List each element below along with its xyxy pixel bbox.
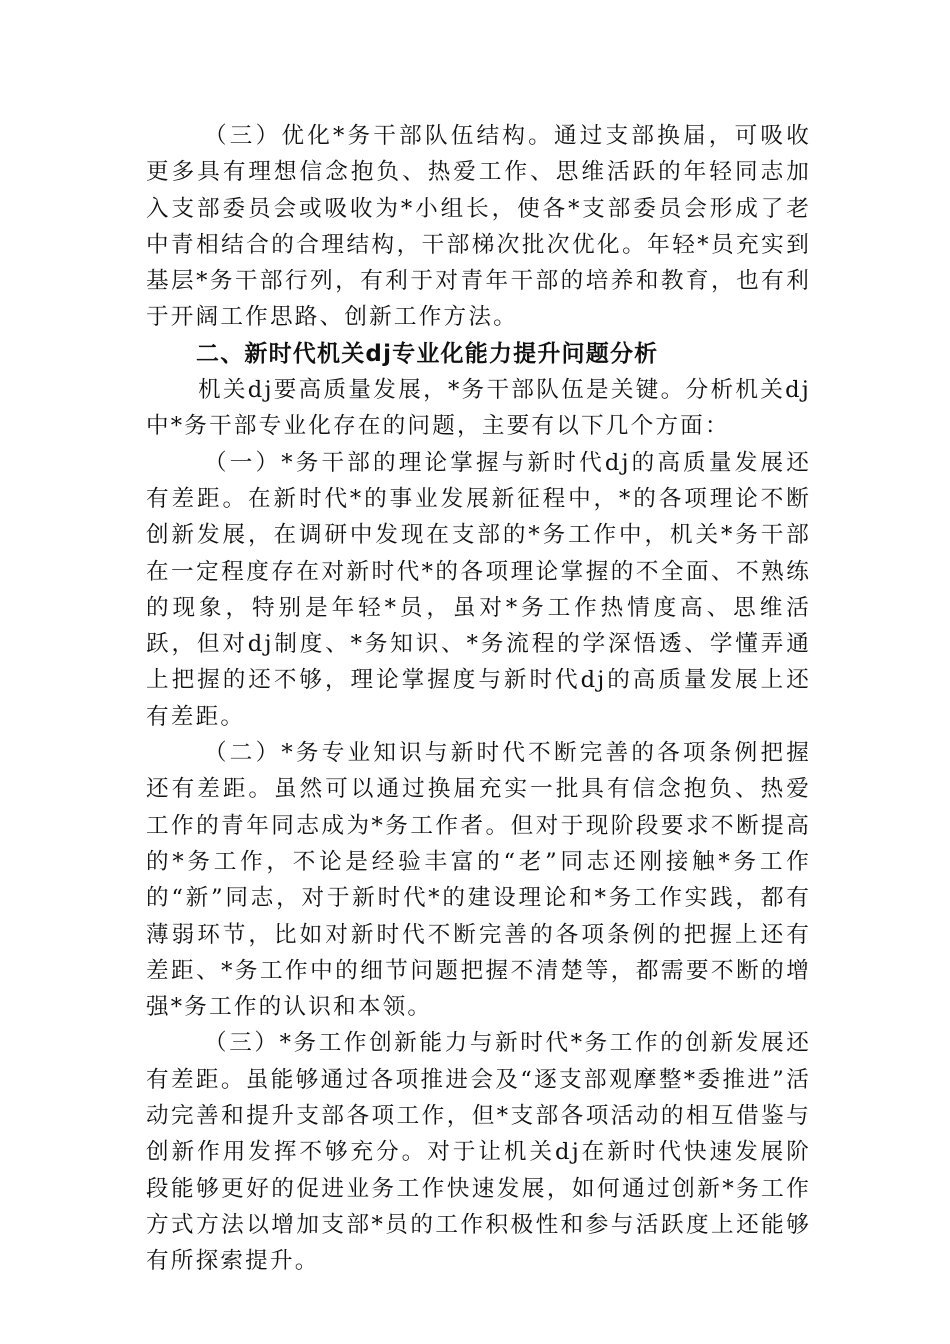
paragraph-optimize-cadre-structure: （三）优化*务干部队伍结构。通过支部换届，可吸收更多具有理想信念抱负、热爱工作、思维活跃的年轻同志加入支部委员会或吸收为*小组长，使各*支部委员会形成了老中青相结合的合理结构，干部梯次批次优化。年轻*员充实到基层*务干部行列，有利于对青年干部的培养和教育，也有利于开阔工作思路、创新工作方法。 bbox=[146, 123, 811, 331]
paragraph-innovation-gap: （三）*务工作创新能力与新时代*务工作的创新发展还有差距。虽能够通过各项推进会及“逐支部观摩整*委推进”活动完善和提升支部各项工作，但*支部各项活动的相互借鉴与创新作用发挥不够充分。对于让机关dj在新时代快速发展阶段能够更好的促进业务工作快速发展，如何通过创新*务工作方式方法以增加支部*员的工作积极性和参与活跃度上还能够有所探索提升。 bbox=[146, 1030, 811, 1275]
paragraph-theory-gap: （一）*务干部的理论掌握与新时代dj的高质量发展还有差距。在新时代*的事业发展新征程中，*的各项理论不断创新发展，在调研中发现在支部的*务工作中，机关*务干部在一定程度存在对新时代*的各项理论掌握的不全面、不熟练的现象，特别是年轻*员，虽对*务工作热情度高、思维活跃，但对dj制度、*务知识、*务流程的学深悟透、学懂弄通上把握的还不够，理论掌握度与新时代dj的高质量发展上还有差距。 bbox=[146, 449, 811, 730]
section-heading-problem-analysis: 二、新时代机关dj专业化能力提升问题分析 bbox=[196, 340, 659, 367]
paragraph-knowledge-gap: （二）*务专业知识与新时代不断完善的各项条例把握还有差距。虽然可以通过换届充实一批具有信念抱负、热爱工作的青年同志成为*务工作者。但对于现阶段要求不断提高的*务工作，不论是经验丰富的“老”同志还刚接触*务工作的“新”同志，对于新时代*的建设理论和*务工作实践，都有薄弱环节，比如对新时代不断完善的各项条例的把握上还有差距、*务工作中的细节问题把握不清楚等，都需要不断的增强*务工作的认识和本领。 bbox=[146, 740, 811, 1021]
document-body bbox=[146, 118, 811, 1280]
paragraph-analysis-intro: 机关dj要高质量发展，*务干部队伍是关键。分析机关dj中*务干部专业化存在的问题，主要有以下几个方面： bbox=[146, 377, 811, 440]
